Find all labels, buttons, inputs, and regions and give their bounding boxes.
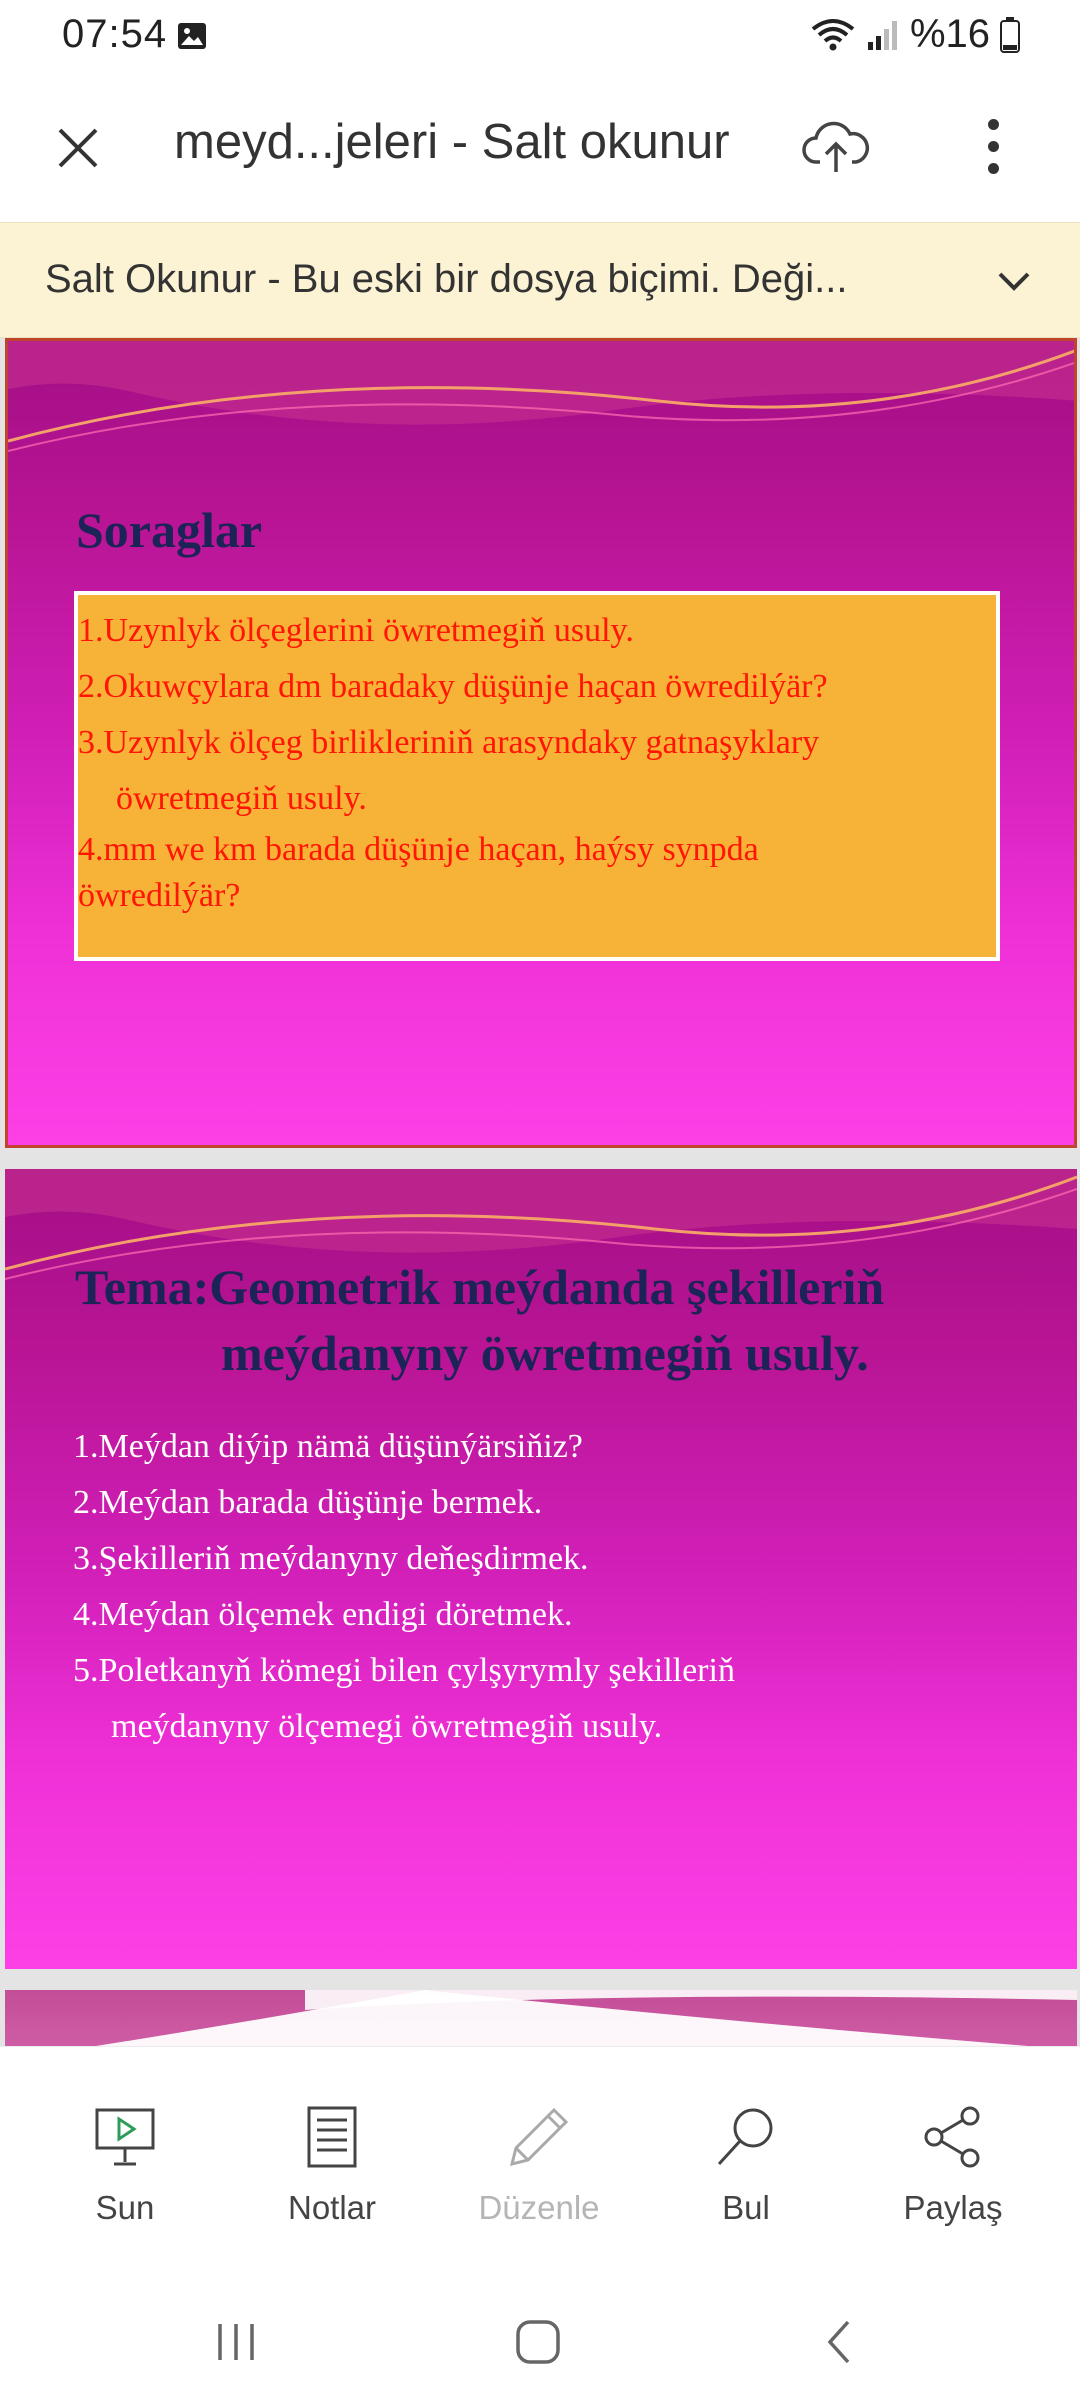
notes-icon [299, 2104, 365, 2170]
list-item: 2.Meýdan barada düşünje bermek. [73, 1484, 543, 1521]
slide-1[interactable] [5, 338, 1077, 1148]
recent-apps-icon [212, 2320, 260, 2364]
cloud-upload-icon [800, 110, 872, 182]
status-indicators [810, 12, 1020, 57]
chevron-down-icon[interactable] [992, 259, 1036, 303]
present-button[interactable] [35, 2099, 215, 2249]
share-icon [920, 2104, 986, 2170]
home-icon [514, 2318, 562, 2366]
image-notification-icon [176, 20, 208, 52]
back-icon [820, 2318, 860, 2366]
slide-title [75, 1254, 884, 1386]
battery-icon [1000, 17, 1020, 53]
questions-box [74, 591, 1000, 961]
document-title: meyd...jeleri - Salt okunur [174, 115, 730, 169]
banner-text: Salt Okunur - Bu eski bir dosya biçimi. Deği... [45, 257, 848, 301]
recent-apps-button[interactable] [196, 2312, 276, 2372]
list-item: öwredilýär? [78, 877, 241, 914]
more-options-button[interactable] [966, 110, 1020, 182]
slides-viewer[interactable] [0, 338, 1080, 2046]
share-label: Paylaş [903, 2189, 1003, 2226]
edit-label: Düzenle [478, 2189, 600, 2226]
battery-percent: %16 [909, 12, 990, 56]
read-only-banner[interactable] [0, 222, 1080, 338]
find-label: Bul [722, 2189, 770, 2226]
notes-button[interactable] [242, 2099, 422, 2249]
signal-icon [866, 18, 900, 52]
slide-list [73, 1419, 735, 1755]
system-navigation-bar [0, 2268, 1080, 2408]
more-vertical-icon-dot [988, 141, 999, 152]
slide-decoration-swoosh [8, 341, 1077, 471]
list-item: 5.Poletkanyň kömegi bilen çylşyrymly şekilleriň [73, 1652, 735, 1689]
present-label: Sun [95, 2189, 155, 2226]
more-vertical-icon-dot [988, 163, 999, 174]
edit-button[interactable] [449, 2099, 629, 2249]
list-item: 1.Uzynlyk ölçeglerini öwretmegiň usuly. [78, 612, 634, 649]
home-button[interactable] [498, 2312, 578, 2372]
slide-title-line-1: Tema:Geometrik meýdanda şekilleriň [75, 1259, 885, 1315]
wifi-icon [810, 17, 856, 53]
status-time: 07:54 [62, 12, 168, 56]
search-icon [713, 2104, 779, 2170]
find-button[interactable] [656, 2099, 836, 2249]
slide-2[interactable] [5, 1169, 1077, 1969]
notes-label: Notlar [287, 2189, 377, 2226]
list-item: 4.Meýdan ölçemek endigi döretmek. [73, 1596, 573, 1633]
cloud-upload-button[interactable] [800, 110, 872, 182]
list-item: 3.Şekilleriň meýdanyny deňeşdirmek. [73, 1540, 589, 1577]
more-vertical-icon [988, 119, 999, 130]
list-item: 3.Uzynlyk ölçeg birlikleriniň arasyndaky gatnaşyklary [78, 724, 820, 761]
list-item: meýdanyny ölçemegi öwretmegiň usuly. [111, 1708, 663, 1745]
list-item: öwretmegiň usuly. [116, 780, 367, 817]
app-bar [0, 80, 1080, 222]
slide-title-line-2: meýdanyny öwretmegiň usuly. [221, 1325, 869, 1381]
list-item: 2.Okuwçylara dm baradaky düşünje haçan öwredilýär? [78, 668, 828, 705]
list-item: 1.Meýdan diýip nämä düşünýärsiňiz? [73, 1428, 583, 1465]
slide-decoration-swoosh [5, 1990, 1077, 2046]
back-button[interactable] [800, 2312, 880, 2372]
slide-3[interactable] [5, 1990, 1077, 2046]
pencil-icon [506, 2104, 572, 2170]
slide-title: Soraglar [76, 502, 263, 558]
share-button[interactable] [863, 2099, 1043, 2249]
close-button[interactable] [46, 116, 110, 180]
close-icon [54, 124, 102, 172]
bottom-toolbar [0, 2046, 1080, 2268]
status-bar [0, 0, 1080, 80]
present-icon [92, 2104, 158, 2170]
list-item: 4.mm we km barada düşünje haçan, haýsy synpda [78, 831, 759, 868]
